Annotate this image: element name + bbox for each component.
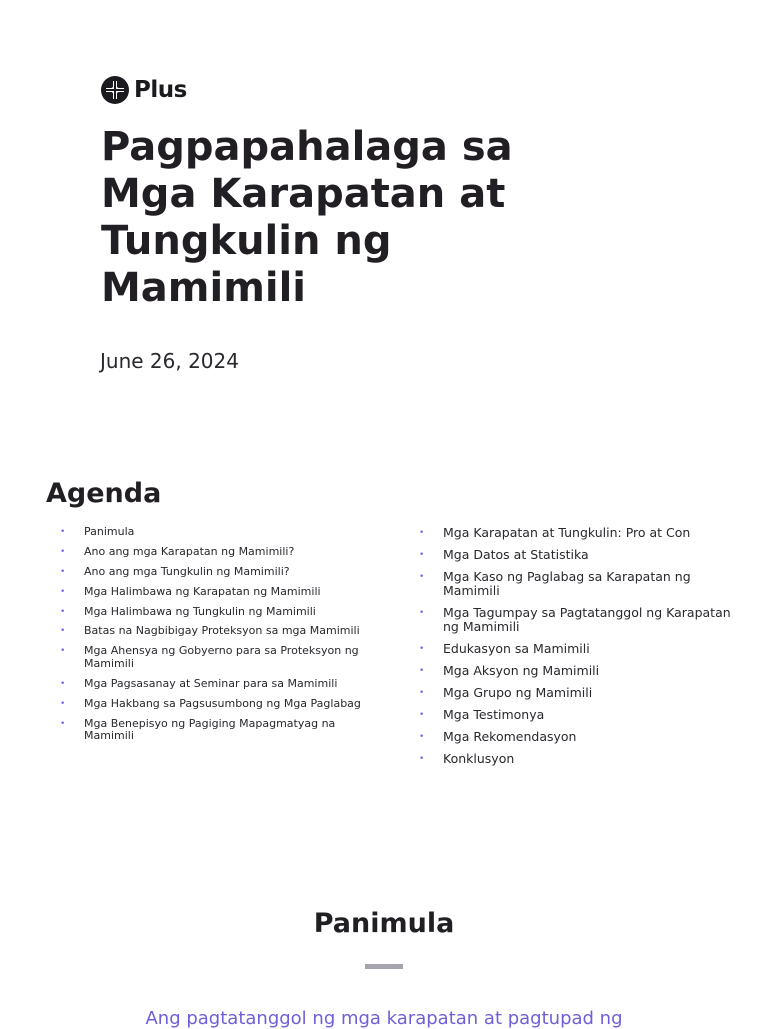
agenda-list-left xyxy=(58,526,388,750)
agenda-heading: Agenda xyxy=(46,478,162,509)
document-title: Pagpapahalaga sa Mga Karapatan at Tungkulin ng Mamimili xyxy=(101,124,513,311)
intro-paragraph: Ang pagtatanggol ng mga karapatan at pagtupad ng xyxy=(145,1008,623,1029)
section-heading: Panimula xyxy=(313,908,455,939)
bullet-icon: • xyxy=(60,626,66,637)
section-divider xyxy=(365,964,403,969)
brand-name: Plus xyxy=(134,77,187,103)
bullet-icon: • xyxy=(60,678,66,689)
agenda-item: • Mga Testimonya xyxy=(419,707,545,722)
agenda-item: • Mga Halimbawa ng Tungkulin ng Mamimili xyxy=(60,604,316,618)
agenda-item: • Mga Rekomendasyon xyxy=(419,729,577,744)
document-date: June 26, 2024 xyxy=(100,349,239,373)
agenda-item: • Mga Hakbang sa Pagsusumbong ng Mga Paglabag xyxy=(60,696,361,710)
agenda-item: • Ano ang mga Tungkulin ng Mamimili? xyxy=(60,564,290,578)
bullet-icon: • xyxy=(419,688,425,698)
agenda-item: • Mga Datos at Statistika xyxy=(419,547,589,562)
bullet-icon: • xyxy=(60,718,66,729)
bullet-icon: • xyxy=(419,644,425,654)
bullet-icon: • xyxy=(60,586,66,597)
agenda-item: • Mga Pagsasanay at Seminar para sa Mamimili xyxy=(60,676,338,690)
bullet-icon: • xyxy=(60,698,66,709)
agenda-item: • Mga Karapatan at Tungkulin: Pro at Con xyxy=(419,525,691,540)
bullet-icon: • xyxy=(419,732,425,742)
agenda-item: • Mga Ahensya ng Gobyerno para sa Proteksyon ng Mamimili xyxy=(60,644,359,670)
agenda-item: • Edukasyon sa Mamimili xyxy=(419,641,590,656)
bullet-icon: • xyxy=(419,528,425,538)
agenda-item: • Mga Grupo ng Mamimili xyxy=(419,685,593,700)
agenda-item: • Ano ang mga Karapatan ng Mamimili? xyxy=(60,544,295,558)
bullet-icon: • xyxy=(60,566,66,577)
agenda-item: • Mga Halimbawa ng Karapatan ng Mamimili xyxy=(60,584,321,598)
agenda-item: • Konklusyon xyxy=(419,751,515,766)
plus-circle-icon xyxy=(101,76,129,104)
agenda-item: • Mga Tagumpay sa Pagtatanggol ng Karapatan ng Mamimili xyxy=(419,605,731,634)
agenda-item: • Panimula xyxy=(60,525,135,538)
brand-logo xyxy=(101,76,187,104)
bullet-icon: • xyxy=(419,666,425,676)
bullet-icon: • xyxy=(419,608,425,618)
agenda-item: • Mga Benepisyo ng Pagiging Mapagmatyag na Mamimili xyxy=(60,716,336,743)
bullet-icon: • xyxy=(419,710,425,720)
bullet-icon: • xyxy=(419,550,425,560)
agenda-item: • Batas na Nagbibigay Proteksyon sa mga Mamimili xyxy=(60,624,360,638)
agenda-item: • Mga Kaso ng Paglabag sa Karapatan ng Mamimili xyxy=(419,569,691,598)
agenda-list-right xyxy=(417,526,747,774)
agenda-item: • Mga Aksyon ng Mamimili xyxy=(419,663,600,678)
bullet-icon: • xyxy=(419,754,425,764)
bullet-icon: • xyxy=(60,646,66,657)
bullet-icon: • xyxy=(60,546,66,557)
bullet-icon: • xyxy=(60,606,66,617)
bullet-icon: • xyxy=(60,527,66,537)
bullet-icon: • xyxy=(419,572,425,582)
